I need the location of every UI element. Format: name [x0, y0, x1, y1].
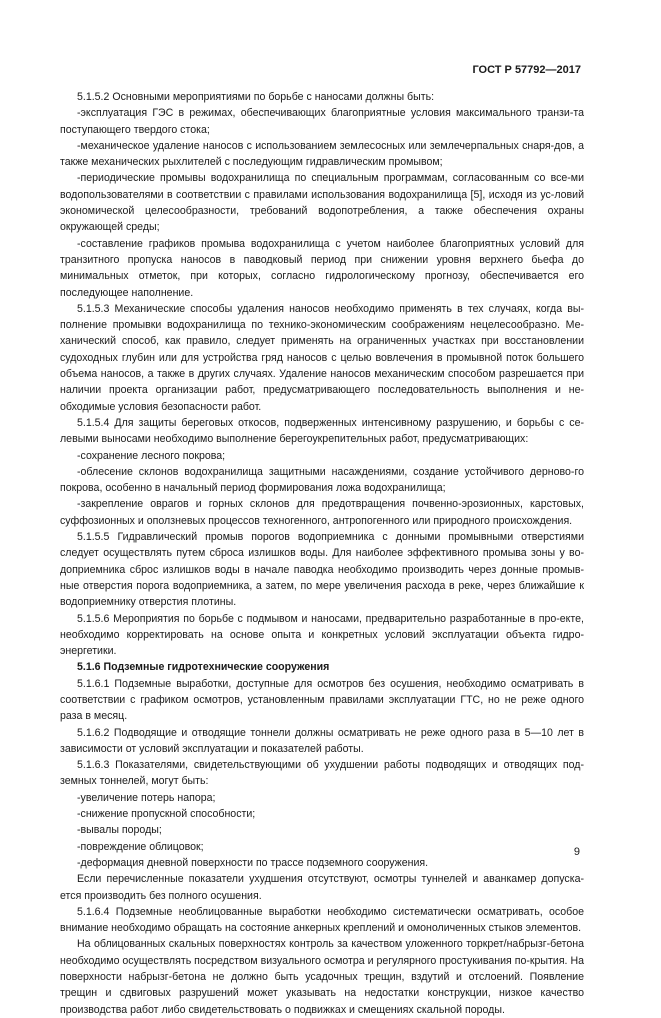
- paragraph-5-1-5-6: 5.1.5.6 Мероприятия по борьбе с подмывом и наносами, предварительно разработанные в про-екте, необходимо корректировать на основе опыта и конкретных условий эксплуатации объекта гидро-энергетики.: [60, 612, 584, 658]
- list-item-text: облесение склонов водохранилища защитными насаждениями, создание устойчивого дерново-го покрова, особенно в начальный период формирования ложа водохранилища;: [60, 465, 584, 495]
- list-dash: -: [77, 139, 81, 152]
- paragraph-5-1-6-2: 5.1.6.2 Подводящие и отводящие тоннели должны осматривать не реже одного раза в 5—10 лет в зависимости от условий эксплуатации и показателей работы.: [60, 726, 584, 755]
- list-item: [60, 448, 584, 464]
- list-item-text: вывалы породы;: [80, 824, 162, 837]
- list-dash: -: [77, 107, 81, 120]
- list-item-text: закрепление оврагов и горных склонов для предотвращения почвенно-эрозионных, карстовых, суффозионных и оползневых процессов техногенного, антропогенного или природного происхождения.: [60, 498, 584, 527]
- paragraph-5-1-5-5: 5.1.5.5 Гидравлический промыв порогов водоприемника с донными промывными отверстиями следует осуществлять путем сброса излишков воды. Для наиболее эффективного промыва зоны у во-доприемника сброс излишков воды в начале паводка необходимо производить через донные промыв-ные отверстия порога водоприемника, а затем, по мере увеличения расхода в реке, через ближайшие к водоприемнику отверстия плотины.: [60, 531, 584, 609]
- paragraph-5-1-6-1: 5.1.6.1 Подземные выработки, доступные для осмотров без осушения, необходимо осматривать в соответствии с графиком осмотров, установленным правилами эксплуатации ГТС, но не реже одного раза в месяц.: [60, 677, 584, 723]
- paragraph-5-1-5-4: 5.1.5.4 Для защиты береговых откосов, подверженных интенсивному разрушению, и борьбы с се-левыми выносами необходимо выполнение берегоукрепительных работ, предусматривающих:: [60, 416, 584, 446]
- list-dash: -: [77, 237, 81, 250]
- list-item: [60, 855, 584, 871]
- list-dash: -: [77, 449, 81, 462]
- list-item-text: снижение пропускной способности;: [80, 808, 256, 821]
- list-item-text: деформация дневной поверхности по трассе подземного сооружения.: [80, 856, 429, 869]
- list-item-text: увеличение потерь напора;: [80, 791, 216, 804]
- paragraph-tunnel-inspection: Если перечисленные показатели ухудшения отсутствуют, осмотры туннелей и аванкамер допуска-ется производить без полного осушения.: [60, 873, 584, 902]
- list-dash: -: [77, 172, 81, 185]
- paragraph-5-1-5-2: 5.1.5.2 Основными мероприятиями по борьбе с наносами должны быть:: [77, 91, 435, 103]
- list-item-text: составление графиков промыва водохранилища с учетом наиболее благоприятных условий для транзитного пропуска наносов в паводковый период при снижении уровня верхнего бьефа до минимальных отметок, при которых, согласно гидрологическому прогнозу, обеспечивается его последующее наполнение.: [60, 237, 584, 299]
- paragraph-lined-surfaces: На облицованных скальных поверхностях контроль за качеством уложенного торкрет/набрызг-бетона необходимо осуществлять посредством визуального осмотра и регулярного простукивания по-крытия. На поверхности набрызг-бетона не должно быть усадочных трещин, вздутий и отслоений. Появление трещин и сдвиговых разрушений может указывать на недостатки конструкции, низкое качество производства работ либо свидетельствовать о подвижках и смещениях скальной породы.: [60, 938, 584, 1016]
- list-item: [60, 464, 584, 497]
- list-item: [60, 822, 584, 838]
- paragraph-5-1-6-3: 5.1.6.3 Показателями, свидетельствующими об ухудшении работы подводящих и отводящих под-земных тоннелей, могут быть:: [60, 759, 584, 788]
- list-item-text: повреждение облицовок;: [80, 840, 204, 853]
- list-item: [60, 496, 584, 529]
- list-item: [60, 790, 584, 806]
- list-item-text: механическое удаление наносов с использованием землесосных или землечерпальных снаря-дов, а также механических рыхлителей с последующим гидравлическим промывом;: [60, 139, 584, 169]
- list-item: [60, 170, 584, 235]
- paragraph-5-1-6-4: 5.1.6.4 Подземные необлицованные выработки необходимо систематически осматривать, особое внимание необходимо обращать на состояние анкерных креплений и омоноличенных стыков элементов.: [60, 905, 584, 935]
- page-number: 9: [573, 846, 580, 858]
- list-dash: -: [77, 856, 81, 869]
- list-item-text: эксплуатация ГЭС в режимах, обеспечивающих благоприятные условия максимального транзи-та поступающего твердого стока;: [60, 107, 584, 136]
- list-item: [60, 839, 584, 855]
- list-item: [60, 236, 584, 301]
- list-item-text: сохранение лесного покрова;: [80, 449, 226, 462]
- list-dash: -: [77, 465, 81, 478]
- document-body: [60, 89, 584, 1018]
- section-heading-5-1-6: 5.1.6 Подземные гидротехнические сооружения: [77, 661, 330, 674]
- paragraph-5-1-5-3: 5.1.5.3 Механические способы удаления наносов необходимо применять в тех случаях, когда вы-полнение промывки водохранилища по технико-экономическим соображениям нецелесообразно. Ме-ханический способ, как правило, следует применять на ограниченных участках при восстановлении судоходных глубин или для устройства гряд наносов с целью вовлечения в промывной поток большего объема наносов, а также в других случаях. Удаление наносов механическим способом разрешается при наличии проекта организации работ, предусматривающего последовательность выполнения и не-обходимые условия безопасности работ.: [60, 302, 584, 413]
- list-item: [60, 806, 584, 822]
- list-dash: -: [77, 808, 81, 821]
- list-dash: -: [77, 840, 81, 853]
- list-dash: -: [77, 498, 81, 511]
- list-dash: -: [77, 824, 81, 837]
- list-item: [60, 138, 584, 171]
- list-item: [60, 105, 584, 138]
- standard-number: ГОСТ Р 57792—2017: [472, 64, 581, 76]
- list-dash: -: [77, 791, 81, 804]
- list-item-text: периодические промывы водохранилища по специальным программам, согласованным со все-ми водопользователями в соответствии с правилами использования водохранилища [5], исходя из ус-ловий экономической целесообразности, требований водопотребления, а также обеспечения охраны окружающей среды;: [60, 172, 584, 234]
